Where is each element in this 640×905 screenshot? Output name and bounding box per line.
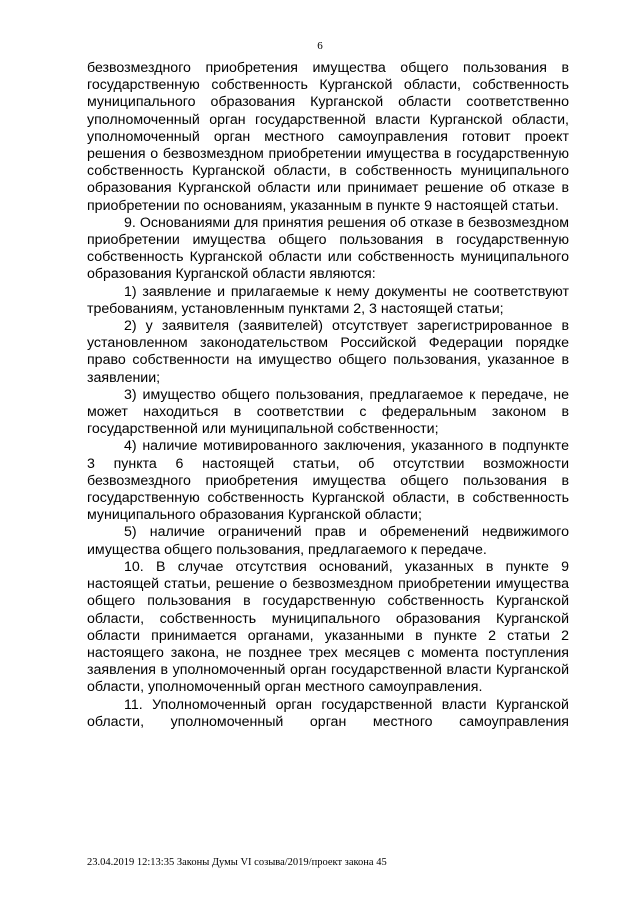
paragraph-continuation: безвозмездного приобретения имущества общего пользования в государственную собственность Курганской области, собственность муниципального образования Курганской области соответственно уполномоченный орган государственной власти Курганской области, уполномоченный орган местного самоуправления готовит проект решения о безвозмездном приобретении имущества в государственную собственность Курганской области, в собственность муниципального образования Курганской области или принимает решение об отказе в приобретении по основаниям, указанным в пункте 9 настоящей статьи. <box>87 60 569 214</box>
document-body <box>87 60 569 731</box>
subitem-2: 2) у заявителя (заявителей) отсутствует зарегистрированное в установленном законодательством Российской Федерации порядке право собственности на имущество общего пользования, указанное в заявлении; <box>87 318 569 386</box>
subitem-5: 5) наличие ограничений прав и обременений недвижимого имущества общего пользования, предлагаемого к передаче. <box>87 524 569 558</box>
subitem-4: 4) наличие мотивированного заключения, указанного в подпункте 3 пункта 6 настоящей статьи, об отсутствии возможности безвозмездного приобретения имущества общего пользования в государственную собственность Курганской области, в собственность муниципального образования Курганской области; <box>87 438 569 524</box>
paragraph-item-11: 11. Уполномоченный орган государственной власти Курганской области, уполномоченный орган местного самоуправления <box>87 696 569 730</box>
document-footer: 23.04.2019 12:13:35 Законы Думы VI созыва/2019/проект закона 45 <box>87 857 387 868</box>
subitem-3: 3) имущество общего пользования, предлагаемое к передаче, не может находиться в соответствии с федеральным законом в государственной или муниципальной собственности; <box>87 386 569 438</box>
paragraph-item-9: 9. Основаниями для принятия решения об отказе в безвозмездном приобретении имущества общего пользования в государственную собственность Курганской области или собственность муниципального образования Курганской области являются: <box>87 214 569 283</box>
paragraph-item-10: 10. В случае отсутствия оснований, указанных в пункте 9 настоящей статьи, решение о безвозмездном приобретении имущества общего пользования в государственную собственность Курганской области, собственность муниципального образования Курганской области принимается органами, указанными в пункте 2 статьи 2 настоящего закона, не позднее трех месяцев с момента поступления заявления в уполномоченный орган государственной власти Курганской области, уполномоченный орган местного самоуправления. <box>87 558 569 696</box>
page-number: 6 <box>317 40 323 52</box>
subitem-1: 1) заявление и прилагаемые к нему документы не соответствуют требованиям, установленным пунктами 2, 3 настоящей статьи; <box>87 283 569 317</box>
